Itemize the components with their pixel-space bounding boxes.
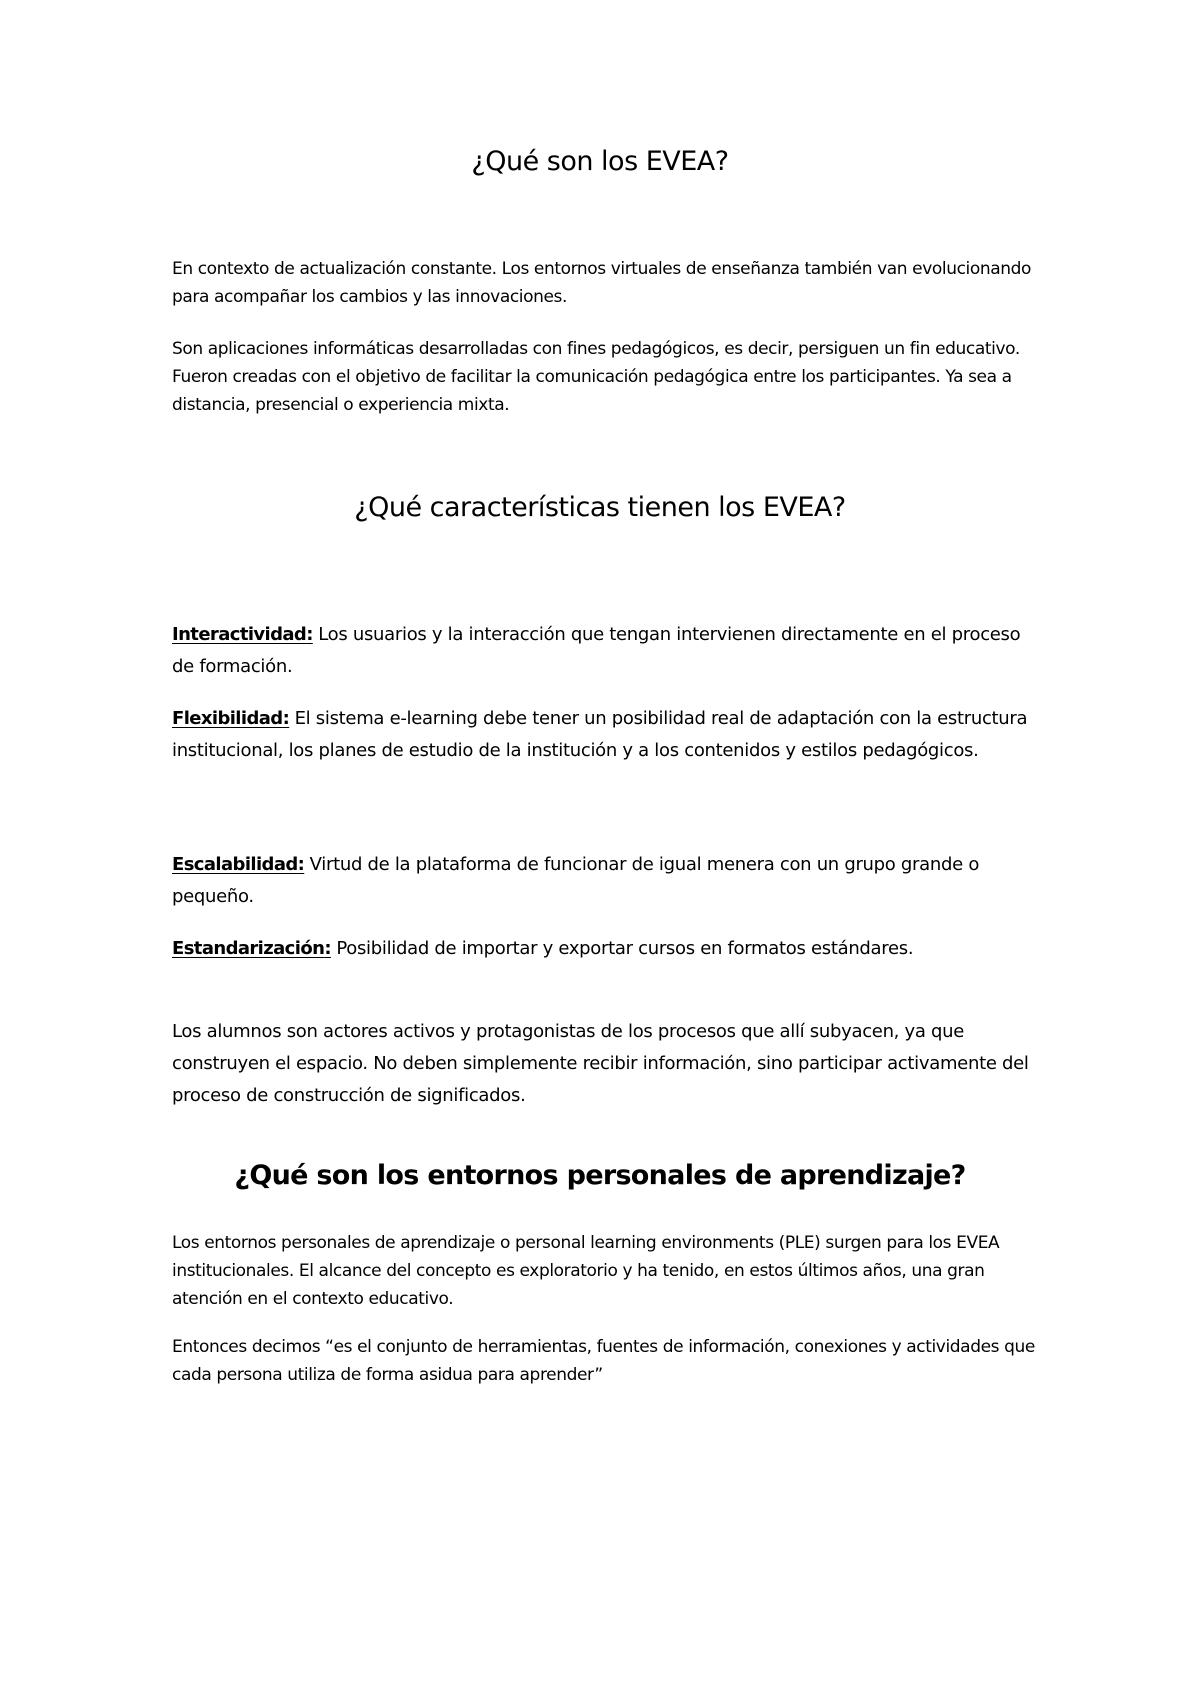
section-title-ple: ¿Qué son los entornos personales de aprendizaje? xyxy=(234,1160,966,1191)
term-flexibility: Flexibilidad xyxy=(172,708,283,729)
characteristic-description: El sistema e-learning debe tener un posibilidad real de adaptación con la estructura institucional, los planes de estudio de la institución y a los contenidos y estilos pedagógicos. xyxy=(172,708,1028,761)
paragraph-students: Los alumnos son actores activos y protagonistas de los procesos que allí subyacen, ya que construyen el espacio. No deben simplemente recibir información, sino participar activamente del proceso de construcción de significados. xyxy=(172,1021,1029,1106)
characteristic-description: Los usuarios y la interacción que tengan intervienen directamente en el proceso de formación. xyxy=(172,624,1021,677)
term-standardization: Estandarización xyxy=(172,938,325,959)
section-title-evea: ¿Qué son los EVEA? xyxy=(471,146,729,177)
characteristic-description: Virtud de la plataforma de funcionar de igual menera con un grupo grande o pequeño. xyxy=(172,854,980,907)
paragraph-definition: Son aplicaciones informáticas desarrolladas con fines pedagógicos, es decir, persiguen un fin educativo. Fueron creadas con el objetivo de facilitar la comunicación pedagógica entre los participantes. Ya sea a distancia, presencial o experiencia mixta. xyxy=(172,339,1020,415)
term-separator: : xyxy=(297,854,305,875)
characteristic-item-standardization xyxy=(172,933,1042,965)
characteristic-item-flexibility xyxy=(172,703,1042,767)
characteristic-item-interactivity xyxy=(172,619,1042,683)
characteristic-description: Posibilidad de importar y exportar cursos en formatos estándares. xyxy=(330,938,914,959)
paragraph-context: En contexto de actualización constante. Los entornos virtuales de enseñanza también van evolucionando para acompañar los cambios y las innovaciones. xyxy=(172,259,1032,307)
term-scalability: Escalabilidad xyxy=(172,854,298,875)
section-title-characteristics: ¿Qué características tienen los EVEA? xyxy=(354,492,846,523)
term-separator: : xyxy=(282,708,290,729)
term-interactivity: Interactividad xyxy=(172,624,307,645)
term-separator: : xyxy=(324,938,331,959)
paragraph-ple-definition: Entonces decimos “es el conjunto de herramientas, fuentes de información, conexiones y actividades que cada persona utiliza de forma asidua para aprender” xyxy=(172,1337,1035,1385)
paragraph-ple-intro: Los entornos personales de aprendizaje o personal learning environments (PLE) surgen para los EVEA institucionales. El alcance del concepto es exploratorio y ha tenido, en estos últimos años, una gran atención en el contexto educativo. xyxy=(172,1233,1000,1309)
characteristic-item-scalability xyxy=(172,849,1042,913)
term-separator: : xyxy=(306,624,313,645)
